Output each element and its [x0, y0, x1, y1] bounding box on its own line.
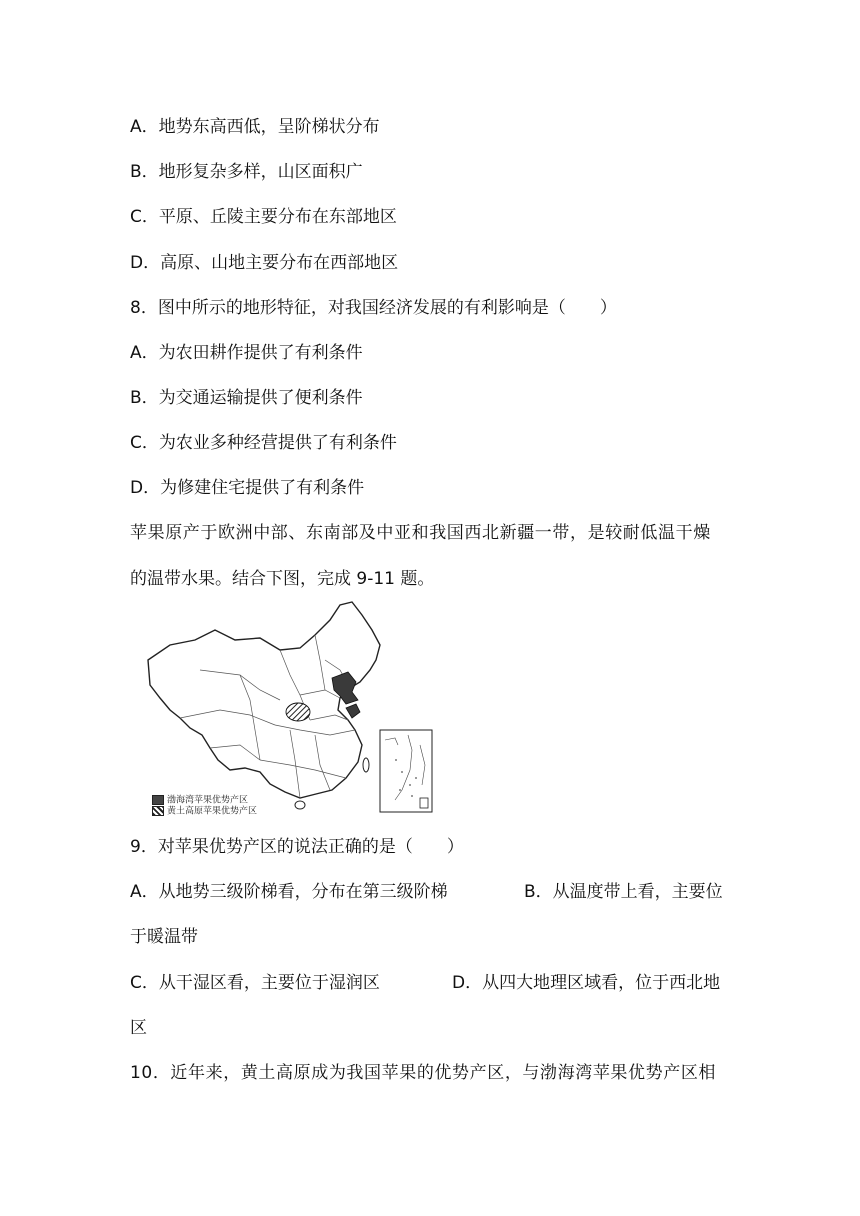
china-map-svg	[140, 600, 440, 818]
intro-line-1: 苹果原产于欧洲中部、东南部及中亚和我国西北新疆一带，是较耐低温干燥	[130, 523, 711, 543]
q7-option-b: B．地形复杂多样，山区面积广	[130, 162, 363, 182]
q9-option-b-continued: 于暖温带	[130, 927, 198, 947]
q8-option-c: C．为农业多种经营提供了有利条件	[130, 433, 397, 453]
china-map-figure	[140, 600, 440, 818]
q7-option-d: D．高原、山地主要分布在西部地区	[130, 253, 399, 273]
q9-stem: 9．对苹果优势产区的说法正确的是（ ）	[130, 837, 464, 857]
legend-swatch-hatch	[152, 806, 164, 816]
q8-option-a: A．为农田耕作提供了有利条件	[130, 343, 363, 363]
legend-bohai-label: 渤海湾苹果优势产区	[167, 795, 249, 806]
q9-option-c: C．从干湿区看，主要位于湿润区	[130, 973, 380, 993]
intro-line-2: 的温带水果。结合下图，完成 9-11 题。	[130, 569, 435, 589]
q8-option-b: B．为交通运输提供了便利条件	[130, 388, 363, 408]
q9-option-a: A．从地势三级阶梯看，分布在第三级阶梯	[130, 882, 448, 902]
q7-option-c: C．平原、丘陵主要分布在东部地区	[130, 207, 397, 227]
q9-option-b: B．从温度带上看，主要位	[524, 882, 723, 902]
q7-option-a: A．地势东高西低，呈阶梯状分布	[130, 117, 380, 137]
legend-loess	[152, 806, 257, 818]
loess-apple-region	[286, 703, 310, 721]
q10-stem: 10．近年来，黄土高原成为我国苹果的优势产区，与渤海湾苹果优势产区相	[130, 1063, 717, 1083]
legend-loess-label: 黄土高原苹果优势产区	[167, 806, 258, 817]
q9-option-d-continued: 区	[130, 1018, 147, 1038]
q9-option-d: D．从四大地理区域看，位于西北地	[452, 973, 721, 993]
q8-option-d: D．为修建住宅提供了有利条件	[130, 478, 365, 498]
q8-stem: 8．图中所示的地形特征，对我国经济发展的有利影响是（ ）	[130, 298, 617, 318]
legend-swatch-solid	[152, 795, 164, 805]
legend-bohai	[152, 795, 248, 807]
